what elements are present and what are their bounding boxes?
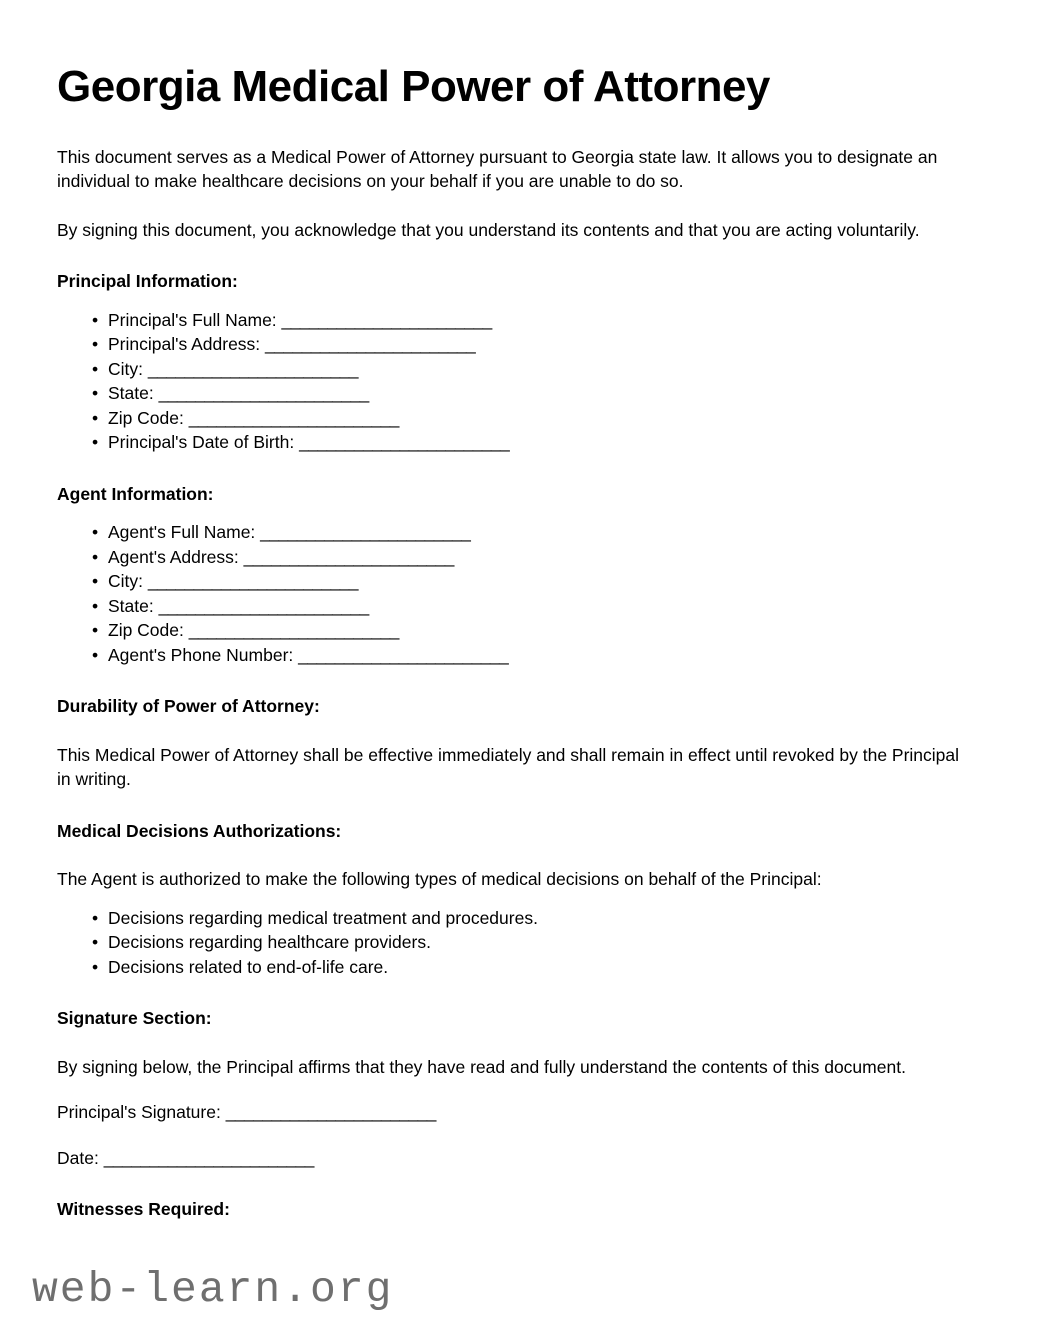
field-label: State: <box>108 383 154 404</box>
intro-paragraph-2: By signing this document, you acknowledge that you understand its contents and that you are acting voluntarily. <box>57 219 920 240</box>
field-blank[interactable]: _______________________ <box>298 644 509 665</box>
durability-body: This Medical Power of Attorney shall be effective immediately and shall remain in effect until revoked by the Principal in writing. <box>57 744 960 790</box>
medical-decisions-body: The Agent is authorized to make the following types of medical decisions on behalf of the Principal: <box>57 869 822 890</box>
list-item <box>57 406 975 431</box>
field-label: State: <box>108 595 154 616</box>
field-blank[interactable]: _______________________ <box>260 522 471 543</box>
list-item <box>57 430 975 455</box>
medical-decisions-heading: Medical Decisions Authorizations: <box>57 820 342 841</box>
signature-date-line <box>57 1146 975 1171</box>
field-label: Principal's Date of Birth: <box>108 432 295 453</box>
principal-signature-label: Principal's Signature: <box>57 1102 221 1123</box>
field-blank[interactable]: _______________________ <box>243 546 454 567</box>
agent-information-heading: Agent Information: <box>57 483 214 504</box>
signature-section-body: By signing below, the Principal affirms that they have read and fully understand the contents of this document. <box>57 1056 906 1077</box>
principal-information-heading: Principal Information: <box>57 271 238 292</box>
list-item <box>57 332 975 357</box>
list-item: • Decisions regarding medical treatment and procedures. <box>57 906 975 931</box>
field-label: City: <box>108 571 143 592</box>
field-label: City: <box>108 358 143 379</box>
site-watermark: web-learn.org <box>32 1265 394 1314</box>
field-label: Zip Code: <box>108 407 184 428</box>
field-blank[interactable]: _______________________ <box>158 595 369 616</box>
field-blank[interactable]: _______________________ <box>147 571 358 592</box>
list-item <box>57 520 975 545</box>
field-label: Principal's Full Name: <box>108 309 277 330</box>
list-item <box>57 381 975 406</box>
principal-information-list <box>57 308 975 455</box>
principal-signature-line <box>57 1100 975 1125</box>
field-label: Agent's Address: <box>108 546 239 567</box>
field-label: Principal's Address: <box>108 334 261 355</box>
intro-paragraph-1: This document serves as a Medical Power of Attorney pursuant to Georgia state law. It allows you to designate an individual to make healthcare decisions on your behalf if you are unable to do so. <box>57 146 938 192</box>
field-blank[interactable]: _______________________ <box>299 432 510 453</box>
witnesses-required-heading: Witnesses Required: <box>57 1199 230 1220</box>
list-item: • Decisions related to end-of-life care. <box>57 955 975 980</box>
document-content <box>57 0 975 1222</box>
list-item: • Decisions regarding healthcare providers. <box>57 930 975 955</box>
list-item <box>57 545 975 570</box>
field-blank[interactable]: _______________________ <box>188 407 399 428</box>
field-label: Agent's Full Name: <box>108 522 256 543</box>
page-title: Georgia Medical Power of Attorney <box>57 62 770 111</box>
field-label: Zip Code: <box>108 620 184 641</box>
signature-date-label: Date: <box>57 1147 99 1168</box>
list-item <box>57 643 975 668</box>
list-item <box>57 594 975 619</box>
field-blank[interactable]: _______________________ <box>188 620 399 641</box>
field-blank[interactable]: _______________________ <box>158 383 369 404</box>
field-label: Agent's Phone Number: <box>108 644 294 665</box>
field-blank[interactable]: _______________________ <box>281 309 492 330</box>
field-blank[interactable]: _______________________ <box>147 358 358 379</box>
list-item <box>57 569 975 594</box>
signature-section-heading: Signature Section: <box>57 1008 212 1029</box>
list-item <box>57 308 975 333</box>
medical-decisions-list <box>57 906 975 980</box>
field-blank[interactable]: _______________________ <box>265 334 476 355</box>
principal-signature-blank[interactable]: _______________________ <box>225 1102 436 1123</box>
signature-date-blank[interactable]: _______________________ <box>103 1147 314 1168</box>
durability-heading: Durability of Power of Attorney: <box>57 696 320 717</box>
list-item <box>57 357 975 382</box>
list-item <box>57 618 975 643</box>
agent-information-list <box>57 520 975 667</box>
